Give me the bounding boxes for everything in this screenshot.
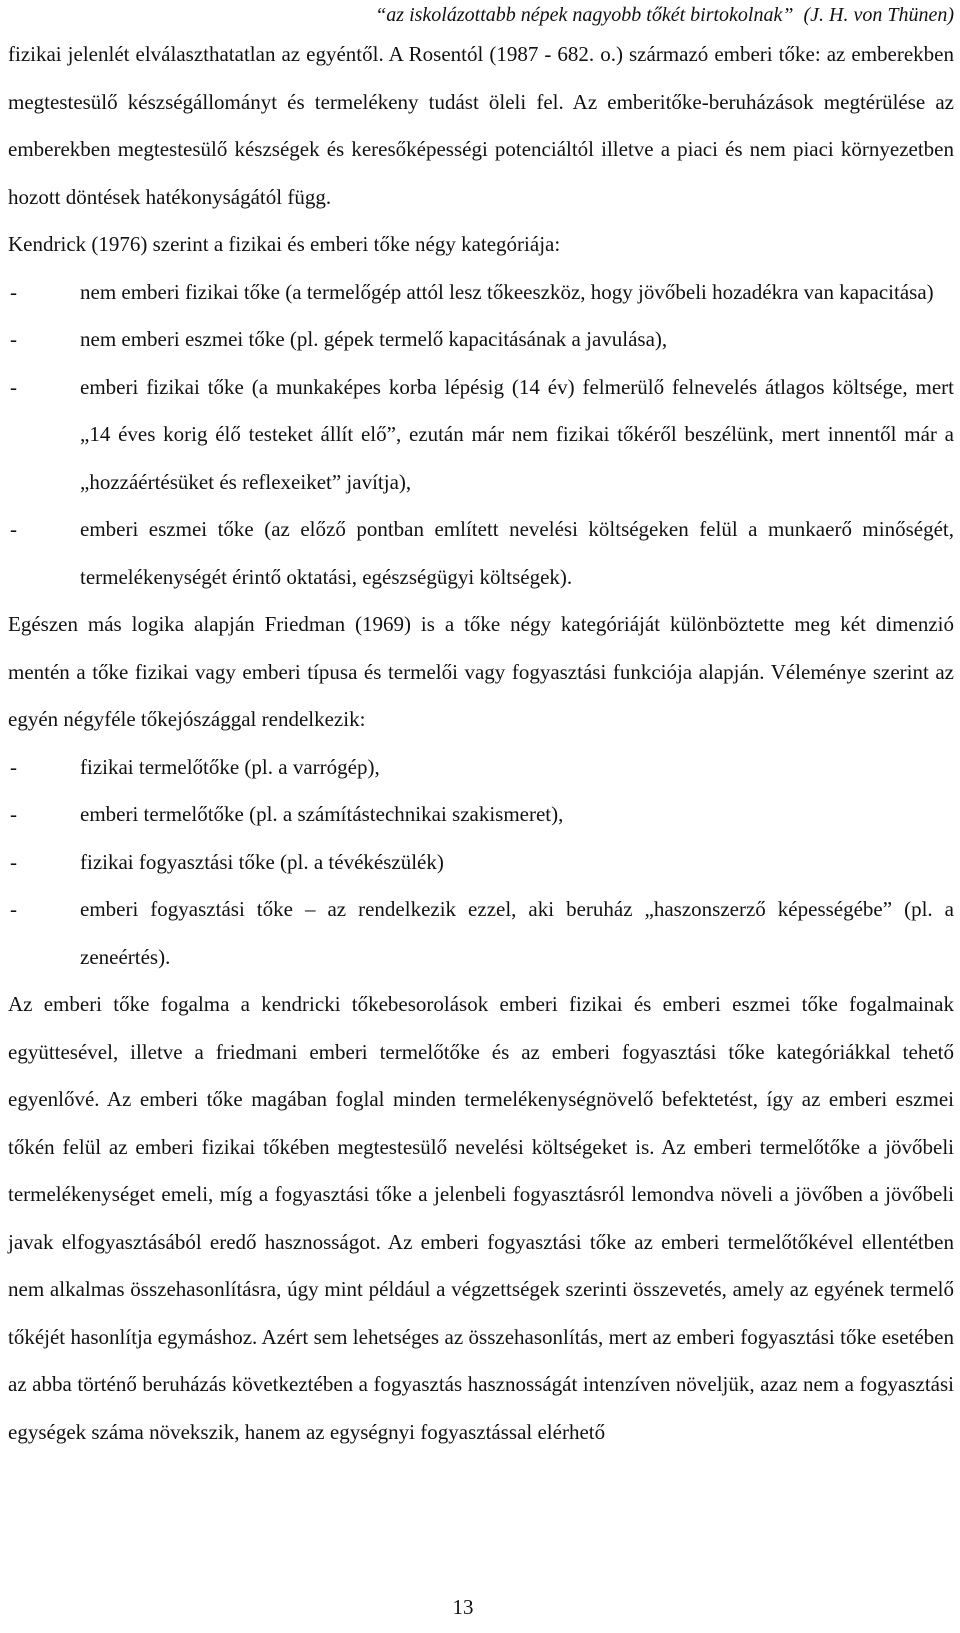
- header-author: (J. H. von Thünen): [803, 4, 954, 26]
- list-item-text: nem emberi fizikai tőke (a termelőgép attól lesz tőkeeszköz, hogy jövőbeli hozadékra van kapacitása): [80, 279, 934, 304]
- list-item: [8, 886, 954, 981]
- list-item-text: emberi termelőtőke (pl. a számítástechnikai szakismeret),: [80, 802, 564, 826]
- list-item-text: nem emberi eszmei tőke (pl. gépek termelő kapacitásának a javulása),: [80, 327, 668, 351]
- paragraph-human-capital: Az emberi tőke fogalma a kendricki tőkebesorolások emberi fizikai és emberi eszmei tőke fogalmainak együttesével, illetve a friedmani emberi termelőtőke és az emberi fogyasztási tőke kategóriákkal tehető egyenlővé. Az emberi tőke magában foglal minden termelékenységnövelő befektetést, így az emberi eszmei tőkén felül az emberi fizikai tőkében megtestesülő nevelési költségeket is. Az emberi termelőtőke a jövőbeli termelékenységet emeli, míg a fogyasztási tőke a jelenbeli fogyasztásról lemondva növeli a jövőben a jövőbeli javak elfogyasztásából eredő hasznosságot. Az emberi fogyasztási tőke az emberi termelőtőkével ellentétben nem alkalmas összehasonlításra, úgy mint például a végzettségek szerinti összevetés, amely az egyének termelő tőkéjét hasonlítja egymáshoz. Azért sem lehetséges az összehasonlítás, mert az emberi fogyasztási tőke esetében az abba történő beruházás következtében a fogyasztás hasznosságát intenzíven növeljük, azaz nem a fogyasztási egységek száma növekszik, hanem az egységnyi fogyasztással elérhető: [8, 992, 954, 1444]
- list-item-text: emberi fogyasztási tőke – az rendelkezik ezzel, aki beruház „haszonszerző képességébe” (pl. a zeneértés).: [80, 897, 954, 969]
- list-dash: -: [10, 754, 17, 779]
- list-dash: -: [10, 279, 17, 304]
- list-dash: -: [10, 517, 17, 541]
- running-header: [375, 2, 954, 28]
- list-item-text: fizikai termelőtőke (pl. a varrógép),: [80, 754, 380, 779]
- paragraph-rosen: fizikai jelenlét elválaszthatatlan az egyéntől. A Rosentól (1987 - 682. o.) származó emberi tőke: az emberekben megtestesülő készségállományt és termelékeny tudást öleli fel. Az emberitőke-beruházások megtérülése az emberekben megtestesülő készségek és keresőképességi potenciáltól illetve a piaci és nem piaci környezetben hozott döntések hatékonyságától függ.: [8, 42, 954, 209]
- paragraph-friedman: Egészen más logika alapján Friedman (1969) is a tőke négy kategóriáját különböztette meg két dimenzió mentén a tőke fizikai vagy emberi típusa és termelői vagy fogyasztási funkciója alapján. Véleménye szerint az egyén négyféle tőkejószággal rendelkezik:: [8, 612, 954, 731]
- list-item: [8, 744, 954, 792]
- list-item-text: emberi eszmei tőke (az előző pontban említett nevelési költségeken felül a munkaerő minőségét, termelékenységét érintő oktatási, egészségügyi költségek).: [80, 517, 954, 589]
- header-quote: “az iskolázottabb népek nagyobb tőkét birtokolnak”: [375, 4, 794, 26]
- list-dash: -: [10, 327, 17, 351]
- list-item: [8, 269, 954, 317]
- page-number: 13: [452, 1595, 474, 1619]
- list-dash: -: [10, 849, 17, 874]
- list-item: [8, 316, 954, 364]
- list-item-text: emberi fizikai tőke (a munkaképes korba lépésig (14 év) felmerülő felnevelés átlagos költsége, mert „14 éves korig élő testeket állít elő”, ezután már nem fizikai tőkéről beszélünk, mert innentől már a „hozzáértésüket és reflexeiket” javítja),: [80, 374, 954, 494]
- list-dash: -: [10, 802, 17, 826]
- list-dash: -: [10, 374, 17, 399]
- list-dash: -: [10, 897, 17, 921]
- list-item-text: fizikai fogyasztási tőke (pl. a tévékészülék): [80, 849, 444, 874]
- list-item: [8, 791, 954, 839]
- list-item: [8, 364, 954, 507]
- paragraph-kendrick-intro: Kendrick (1976) szerint a fizikai és emberi tőke négy kategóriája:: [8, 232, 561, 256]
- page-body: [8, 31, 954, 1456]
- list-item: [8, 506, 954, 601]
- list-item: [8, 839, 954, 887]
